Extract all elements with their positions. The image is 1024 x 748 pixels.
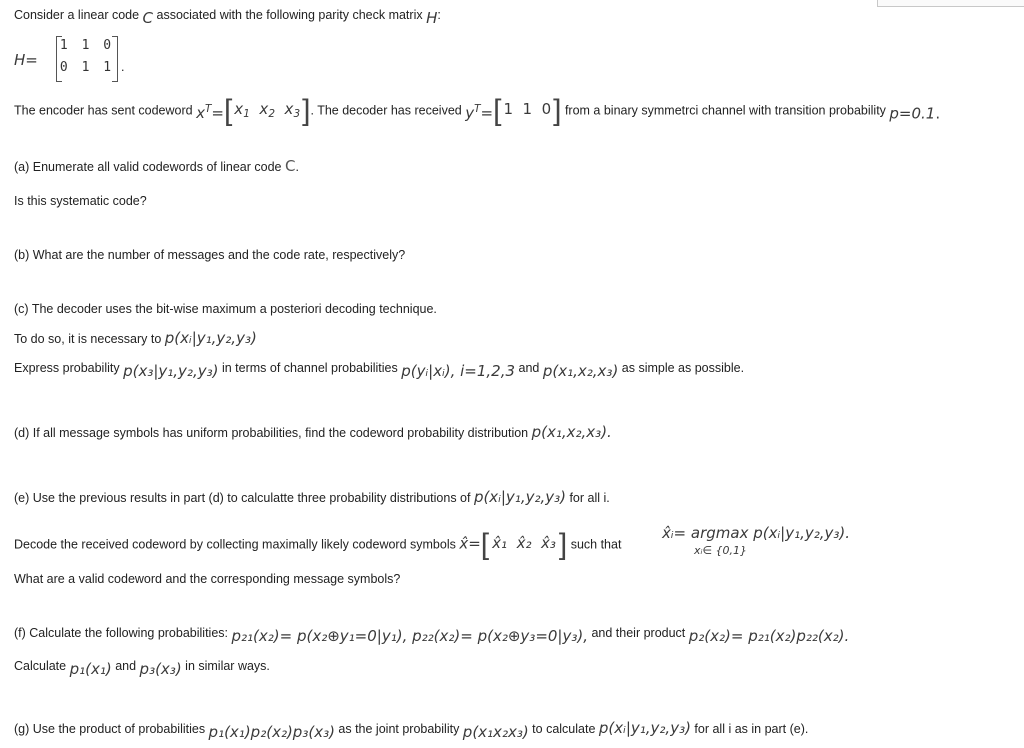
p3-expr: p₃(x₃) [139,660,182,678]
left-bracket-xhat: [ [480,528,490,561]
right-bracket: ] [302,94,311,127]
part-a-systematic: Is this systematic code? [14,194,147,208]
colon: : [437,8,441,22]
part-g-question [14,719,808,741]
part-f-question [14,626,849,645]
sub2: 2 [268,108,275,121]
decode-text: Decode the received codeword by collecting maximally likely codeword symbols [14,537,460,552]
matrix-period: . [121,60,125,74]
part-c-question: (c) The decoder uses the bit-wise maximum a posteriori decoding technique. [14,302,437,316]
posterior-expr: p(xᵢ|y₁,y₂,y₃) [164,329,257,347]
part-c-express [14,361,744,380]
x1: x [234,100,244,119]
code-symbol: C [142,9,154,27]
part-d-question [14,423,612,441]
such-that-text: such that [567,537,622,552]
product-text: and their product [588,626,689,640]
posterior-all-expr: p(xᵢ|y₁,y₂,y₃) [473,488,566,506]
part-c-express-text: Express probability [14,361,124,375]
matrix-row-1: 1 1 0 [59,38,115,53]
matrix-symbol: H [426,9,438,27]
period: . [935,104,941,123]
product-prob-expr: p₁(x₁)p₂(x₂)p₃(x₃) [208,723,335,741]
left-bracket-y: [ [493,94,502,127]
matrix-label: H= [14,51,38,69]
part-e-valid-codeword: What are a valid codeword and the corresponding message symbols? [14,572,401,586]
part-a-question [14,157,299,175]
part-b-question: (b) What are the number of messages and the code rate, respectively? [14,248,406,262]
and-text-f: and [111,659,140,673]
simple-text: as simple as possible. [618,361,745,375]
part-e-decode [14,528,621,562]
argmax-subscript: xᵢ∈ {0,1} [694,544,748,557]
and-text: and [515,361,543,375]
right-bracket-xhat: ] [558,528,568,561]
part-e-text: (e) Use the previous results in part (d) to calculatte three probability distributions of [14,491,474,505]
posterior-x3-expr: p(x₃|y₁,y₂,y₃) [123,362,219,380]
intro-text-after: associated with the following parity check matrix [153,8,427,22]
part-a-code-symbol: C [284,157,296,175]
left-bracket: [ [223,94,233,127]
channel-text: from a binary symmetrci channel with transition probability [561,103,890,118]
part-e-question [14,488,610,506]
transition-probability: p=0.1 [889,104,936,123]
part-c-channel-text: in terms of channel probabilities [218,361,402,375]
sub3: 3 [293,108,301,121]
encoder-line: The encoder has sent codeword $x^T=$[ $x_1$ $x_2$ $x_3$]. The decoder has received $y^T=$[ 1 1 0] from a binary symmetrci channel with transition probability p=0.1. [14,94,941,127]
decoder-text: . The decoder has received [310,103,466,118]
part-a-text: (a) Enumerate all valid codewords of linear code [14,160,285,174]
channel-prob-expr: p(yᵢ|xᵢ), i=1,2,3 [401,362,516,380]
part-d-text: (d) If all message symbols has uniform probabilities, find the codeword probability distribution [14,426,532,440]
part-f-calc [14,659,270,678]
part-c-necessary [14,329,257,347]
calculate-text-g: to calculate [528,722,599,736]
part-c-text: To do so, it is necessary to [14,332,165,346]
calculate-text: Calculate [14,659,70,673]
matrix-row-2: 0 1 1 [59,60,115,75]
joint-text: as the joint probability [334,722,463,736]
joint-prob-expr: p(x₁,x₂,x₃) [542,362,619,380]
equals: = [211,104,224,123]
x-symbol: x [196,104,205,123]
p2-product-expr: p₂(x₂)= p₂₁(x₂)p₂₂(x₂). [688,627,850,645]
p2-definitions-expr: p₂₁(x₂)= p(x₂⊕y₁=0|y₁), p₂₂(x₂)= p(x₂⊕y₃=0|y₃), [231,627,588,645]
posterior-expr-g: p(xᵢ|y₁,y₂,y₃) [598,719,691,737]
for-all-text: for all i. [565,491,610,505]
corner-box [877,0,1024,7]
joint-prob-expr-g: p(x₁x₂x₃) [462,723,529,741]
right-bracket-y: ] [553,94,562,127]
part-g-text: (g) Use the product of probabilities [14,722,209,736]
codeword-distribution-expr: p(x₁,x₂,x₃). [531,423,612,441]
period: . [295,160,299,174]
intro-line [14,8,441,27]
parity-check-matrix [56,34,118,84]
p1-expr: p₁(x₁) [69,660,112,678]
intro-text: Consider a linear code [14,8,143,22]
y-transpose: T [474,103,481,116]
xhat-components: x̂₁ x̂₂ x̂₃ [492,534,556,553]
part-f-text: (f) Calculate the following probabilities: [14,626,232,640]
as-in-part-e-text: for all i as in part (e). [690,722,809,736]
sub1: 1 [243,108,250,121]
matrix-right-bracket [112,36,118,82]
x2: x [259,100,269,119]
similar-text: in similar ways. [181,659,270,673]
xhat-symbol: x̂= [459,534,481,553]
y-symbol: y [465,104,475,123]
received-values: 1 1 0 [503,100,552,119]
x-transpose: T [204,103,212,116]
argmax-expr: x̂ᵢ= argmax p(xᵢ|y₁,y₂,y₃). [662,524,851,542]
x3: x [284,100,294,119]
encoder-text: The encoder has sent codeword [14,103,197,118]
